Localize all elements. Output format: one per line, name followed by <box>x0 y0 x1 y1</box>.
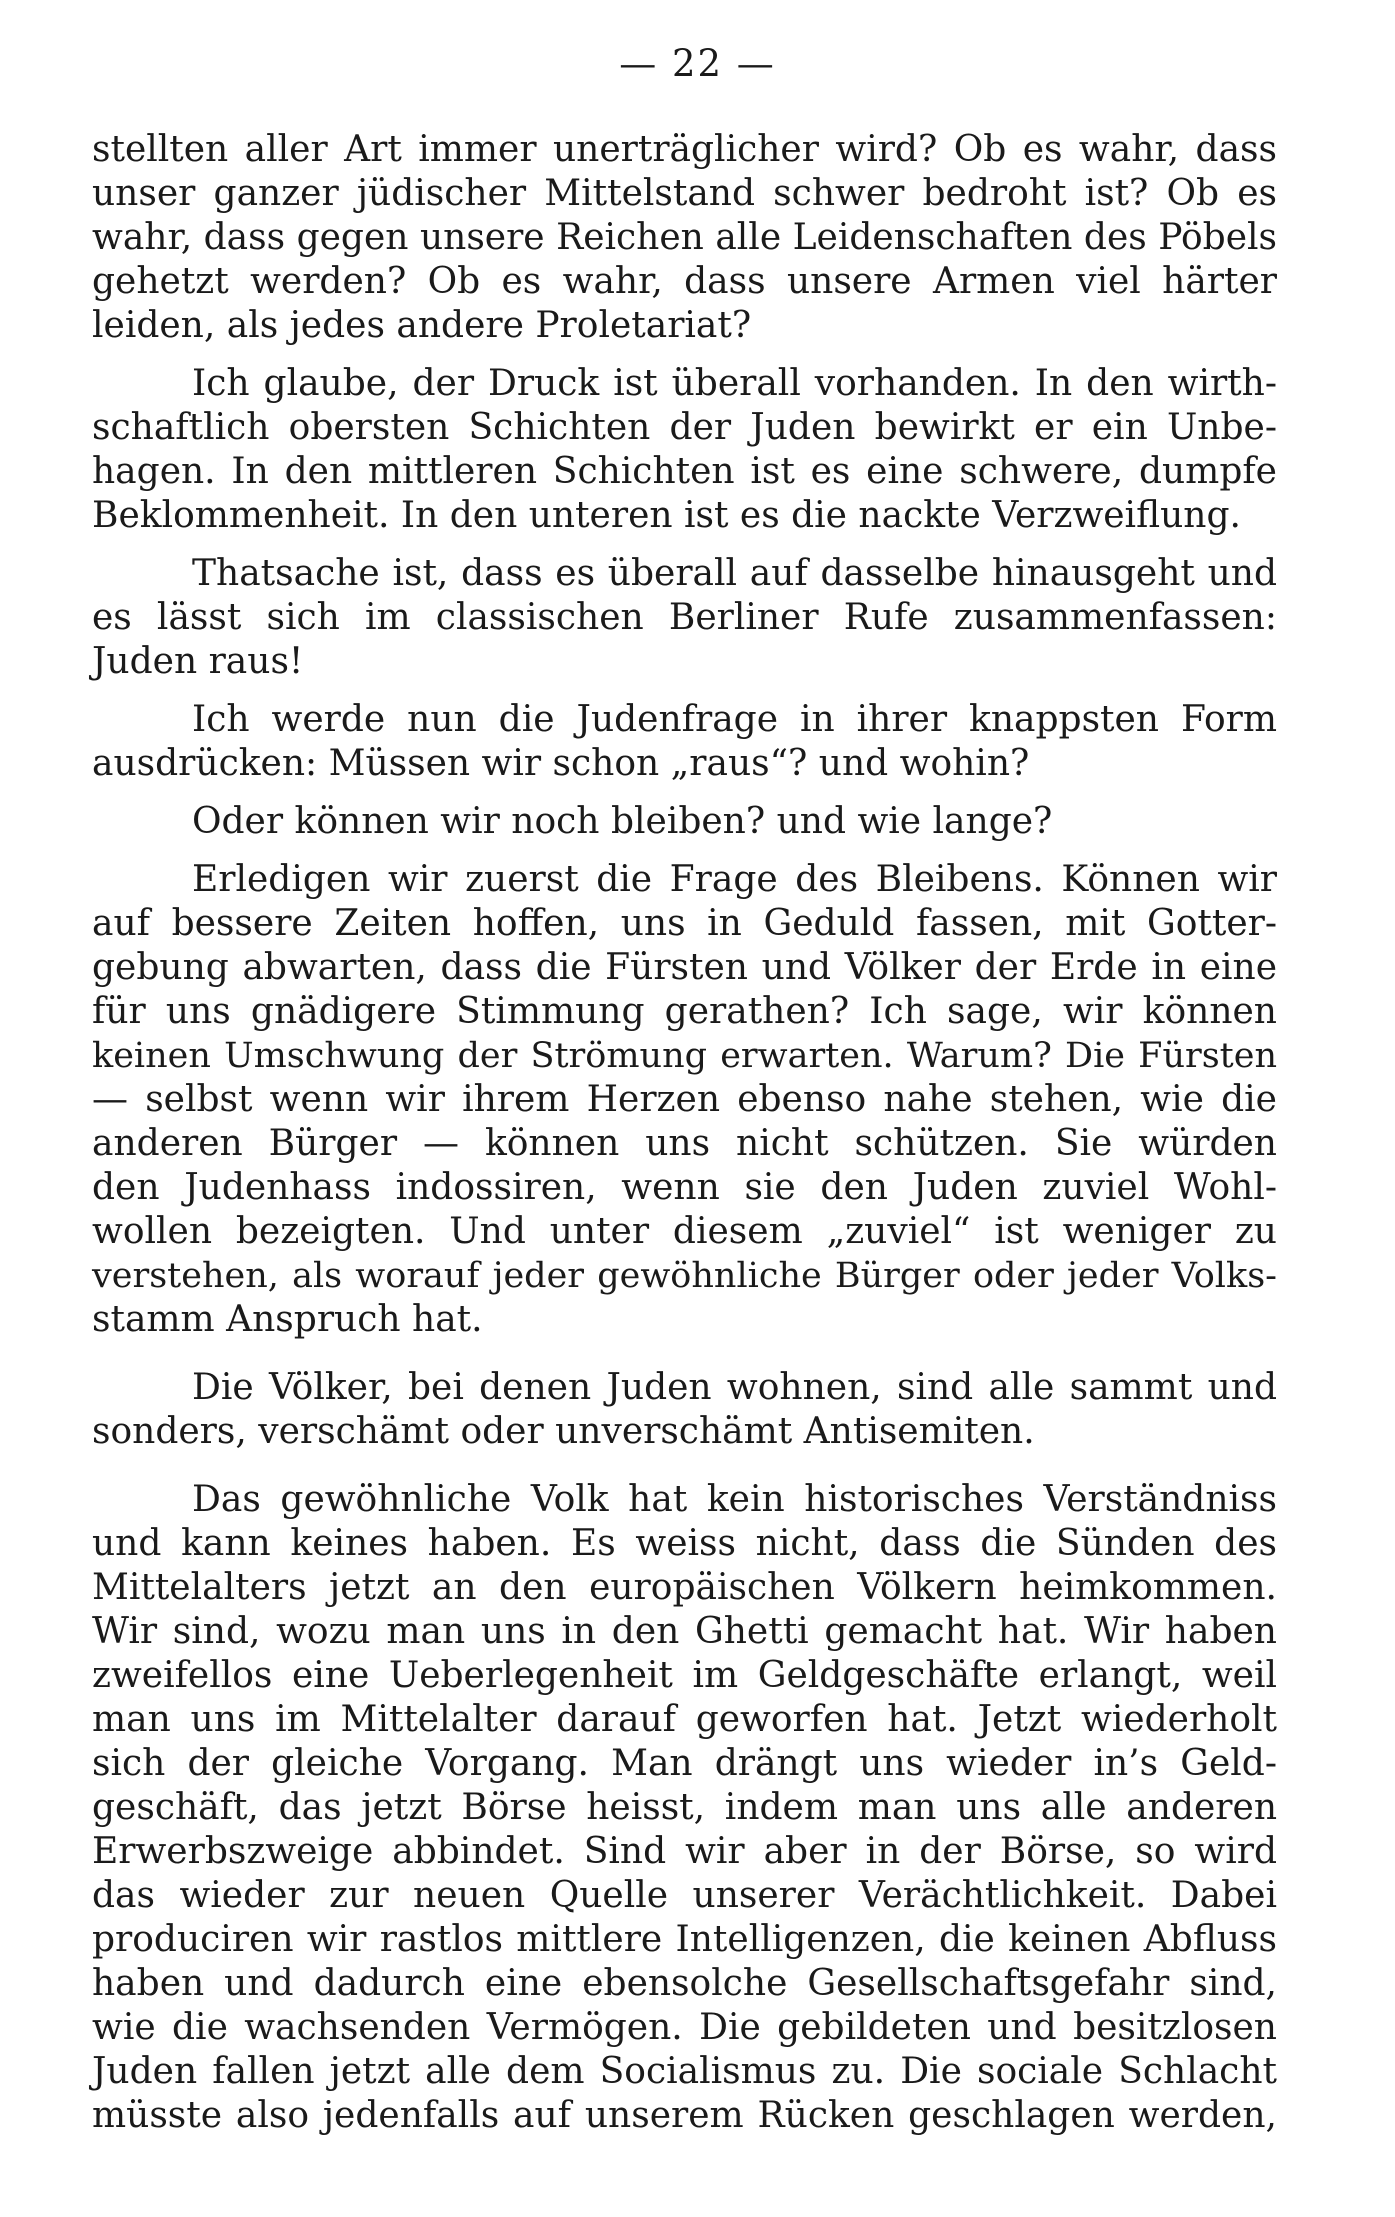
text-line: Mittelalters jetzt an den europäischen Völkern heimkommen. <box>92 1567 1277 1608</box>
paragraph <box>92 1478 1277 2138</box>
text-line: leiden, als jedes andere Proletariat? <box>92 305 752 346</box>
text-line: für uns gnädigere Stimmung gerathen? Ich sage, wir können <box>92 991 1277 1032</box>
text-line: zweifellos eine Ueberlegenheit im Geldgeschäfte erlangt, weil <box>92 1655 1277 1696</box>
text-line: Das gewöhnliche Volk hat kein historisches Verständniss <box>192 1479 1277 1520</box>
text-line: sich der gleiche Vorgang. Man drängt uns wieder in’s Geld- <box>92 1743 1277 1784</box>
text-line: unser ganzer jüdischer Mittelstand schwer bedroht ist? Ob es <box>92 173 1277 214</box>
text-line: man uns im Mittelalter darauf geworfen hat. Jetzt wiederholt <box>92 1699 1277 1740</box>
text-line: ausdrücken: Müssen wir schon „raus“? und wohin? <box>92 743 1030 784</box>
page-number: — 22 — <box>619 42 776 85</box>
text-line: das wieder zur neuen Quelle unserer Verächtlichkeit. Dabei <box>92 1875 1277 1916</box>
text-line: gebung abwarten, dass die Fürsten und Völker der Erde in eine <box>92 947 1277 988</box>
paragraph <box>92 858 1277 1342</box>
text-line: hagen. In den mittleren Schichten ist es eine schwere, dumpfe <box>92 451 1277 492</box>
text-line: Oder können wir noch bleiben? und wie lange? <box>192 801 1053 842</box>
text-line: wollen bezeigten. Und unter diesem „zuviel“ ist weniger zu <box>92 1211 1277 1252</box>
text-line: Juden raus! <box>92 641 304 682</box>
text-line: produciren wir rastlos mittlere Intelligenzen, die keinen Abfluss <box>92 1919 1277 1960</box>
text-line: Erwerbszweige abbindet. Sind wir aber in der Börse, so wird <box>92 1831 1277 1872</box>
text-line: geschäft, das jetzt Börse heisst, indem man uns alle anderen <box>92 1787 1277 1828</box>
paragraph <box>92 800 1277 844</box>
text-line: müsste also jedenfalls auf unserem Rücken geschlagen werden, <box>92 2095 1277 2136</box>
text-line: Erledigen wir zuerst die Frage des Bleibens. Können wir <box>192 859 1277 900</box>
paragraph <box>92 698 1277 786</box>
text-line: Juden fallen jetzt alle dem Socialismus zu. Die sociale Schlacht <box>92 2051 1277 2092</box>
text-line: schaftlich obersten Schichten der Juden bewirkt er ein Unbe- <box>92 407 1277 448</box>
text-line: wahr, dass gegen unsere Reichen alle Leidenschaften des Pöbels <box>92 217 1277 258</box>
text-line: gehetzt werden? Ob es wahr, dass unsere Armen viel härter <box>92 261 1277 302</box>
paragraph <box>92 1366 1277 1454</box>
text-line: — selbst wenn wir ihrem Herzen ebenso nahe stehen, wie die <box>92 1079 1277 1120</box>
text-line: den Judenhass indossiren, wenn sie den Juden zuviel Wohl- <box>92 1167 1277 1208</box>
paragraph <box>92 552 1277 684</box>
text-line: Ich glaube, der Druck ist überall vorhanden. In den wirth- <box>192 363 1277 404</box>
paragraph <box>92 128 1277 348</box>
text-line: haben und dadurch eine ebensolche Gesellschaftsgefahr sind, <box>92 1963 1277 2004</box>
text-line: Ich werde nun die Judenfrage in ihrer knappsten Form <box>192 699 1277 740</box>
text-line: und kann keines haben. Es weiss nicht, dass die Sünden des <box>92 1523 1277 1564</box>
text-line: Beklommenheit. In den unteren ist es die nackte Verzweiflung. <box>92 495 1241 536</box>
text-line: auf bessere Zeiten hoffen, uns in Geduld fassen, mit Gotter- <box>92 903 1277 944</box>
text-line: wie die wachsenden Vermögen. Die gebildeten und besitzlosen <box>92 2007 1277 2048</box>
text-line: stamm Anspruch hat. <box>92 1299 483 1340</box>
body-text <box>92 128 1277 2152</box>
text-line: Die Völker, bei denen Juden wohnen, sind alle sammt und <box>192 1367 1277 1408</box>
text-line: Thatsache ist, dass es überall auf dasselbe hinausgeht und <box>192 553 1277 594</box>
text-line: verstehen, als worauf jeder gewöhnliche Bürger oder jeder Volks- <box>92 1256 1277 1296</box>
text-line: stellten aller Art immer unerträglicher wird? Ob es wahr, dass <box>92 129 1277 170</box>
text-line: sonders, verschämt oder unverschämt Antisemiten. <box>92 1411 1035 1452</box>
text-line: keinen Umschwung der Strömung erwarten. Warum? Die Fürsten <box>92 1036 1277 1076</box>
text-line: es lässt sich im classischen Berliner Rufe zusammenfassen: <box>92 597 1277 638</box>
paragraph <box>92 362 1277 538</box>
text-line: Wir sind, wozu man uns in den Ghetti gemacht hat. Wir haben <box>92 1611 1277 1652</box>
text-line: anderen Bürger — können uns nicht schützen. Sie würden <box>92 1123 1277 1164</box>
